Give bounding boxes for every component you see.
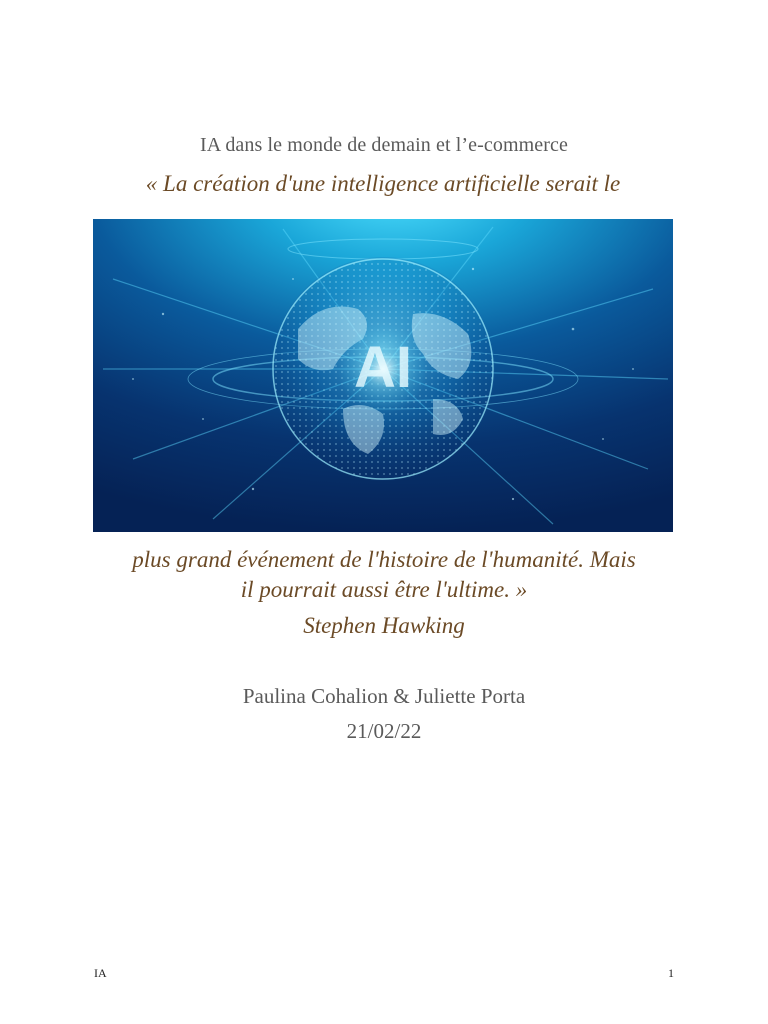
authors: Paulina Cohalion & Juliette Porta [242, 684, 526, 708]
ai-logo-text: AI [354, 335, 412, 400]
quote-author: Stephen Hawking [303, 613, 465, 638]
quote-line-1: « La création d'une intelligence artificielle serait le [145, 171, 621, 196]
document-date: 21/02/22 [346, 719, 422, 743]
page-number: 1 [668, 966, 674, 980]
ai-globe-image [93, 219, 673, 532]
footer-label: IA [94, 966, 107, 980]
quote-line-2: plus grand événement de l'histoire de l'humanité. Mais [132, 547, 636, 572]
quote-line-3: il pourrait aussi être l'ultime. » [240, 577, 528, 602]
document-title: IA dans le monde de demain et l’e-commerce [200, 134, 568, 156]
